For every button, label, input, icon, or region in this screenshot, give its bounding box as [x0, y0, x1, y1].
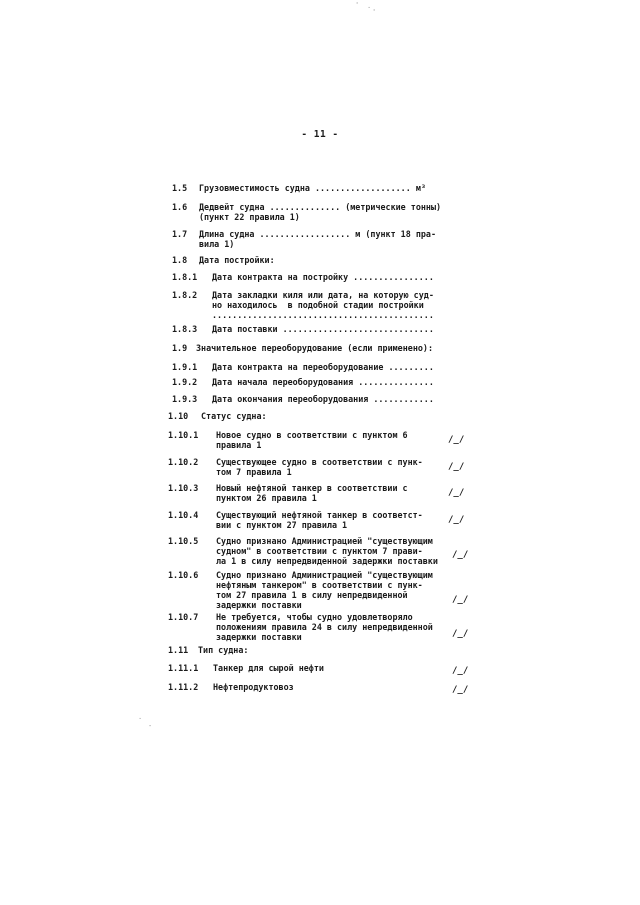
- checkbox-bracket-icon[interactable]: /_/: [448, 488, 465, 498]
- scan-speck: ': [372, 8, 377, 16]
- item-text: Новый нефтяной танкер в соответствии с пунктом 26 правила 1: [216, 483, 408, 503]
- item-text: Дата начала переоборудования ...............: [212, 377, 434, 387]
- item-text: Существующее судно в соответствии с пунк- том 7 правила 1: [216, 457, 423, 477]
- item-text: Дата постройки:: [199, 255, 275, 265]
- item-number: 1.5: [172, 183, 188, 193]
- item-number: 1.6: [172, 202, 188, 212]
- item-text: Дата контракта на постройку ................: [212, 272, 434, 282]
- item-text: Новое судно в соответствии с пунктом 6 правила 1: [216, 430, 408, 450]
- item-number: 1.9: [172, 343, 188, 353]
- checkbox-bracket-icon[interactable]: /_/: [452, 629, 469, 639]
- item-text: Существующий нефтяной танкер в соответст- вии с пунктом 27 правила 1: [216, 510, 423, 530]
- item-text: Дедвейт судна .............. (метрические тонны) (пункт 22 правила 1): [199, 202, 442, 222]
- item-text: Не требуется, чтобы судно удовлетворяло положениям правила 24 в силу непредвиденной задержки поставки: [216, 612, 433, 642]
- item-text: Нефтепродуктовоз: [213, 682, 294, 692]
- item-number: 1.8.1: [172, 272, 198, 282]
- scan-speck: ': [355, 1, 360, 9]
- checkbox-bracket-icon[interactable]: /_/: [452, 685, 469, 695]
- item-text: Дата окончания переоборудования ............: [212, 394, 434, 404]
- item-number: 1.11.1: [168, 663, 199, 673]
- checkbox-bracket-icon[interactable]: /_/: [448, 435, 465, 445]
- item-text: Тип судна:: [198, 645, 249, 655]
- scan-speck: -: [148, 722, 153, 730]
- checkbox-bracket-icon[interactable]: /_/: [452, 666, 469, 676]
- checkbox-bracket-icon[interactable]: /_/: [448, 515, 465, 525]
- item-number: 1.10.6: [168, 570, 199, 580]
- item-number: 1.11.2: [168, 682, 199, 692]
- item-number: 1.10.1: [168, 430, 199, 440]
- item-text: Судно признано Администрацией "существующим нефтяным танкером" в соответствии с пунк- том 27 правила 1 в силу непредвиденной задержки поставки: [216, 570, 433, 610]
- checkbox-bracket-icon[interactable]: /_/: [448, 462, 465, 472]
- page-number: - 11 -: [301, 129, 339, 140]
- item-number: 1.10.7: [168, 612, 199, 622]
- item-number: 1.10: [168, 411, 189, 421]
- item-number: 1.9.3: [172, 394, 198, 404]
- item-number: 1.10.2: [168, 457, 199, 467]
- scan-speck: ·: [138, 715, 143, 723]
- item-text: Танкер для сырой нефти: [213, 663, 324, 673]
- item-text: Грузовместимость судна ................... м³: [199, 183, 426, 193]
- item-number: 1.10.4: [168, 510, 199, 520]
- checkbox-bracket-icon[interactable]: /_/: [452, 550, 469, 560]
- scan-speck: ·: [367, 4, 372, 12]
- checkbox-bracket-icon[interactable]: /_/: [452, 595, 469, 605]
- item-text: Судно признано Администрацией "существующим судном" в соответствии с пунктом 7 прави- ла 1 в силу непредвиденной задержки поставки: [216, 536, 438, 566]
- item-text: Длина судна .................. м (пункт 18 пра- вила 1): [199, 229, 436, 249]
- item-number: 1.11: [168, 645, 189, 655]
- item-text: Значительное переоборудование (если применено):: [196, 343, 433, 353]
- item-number: 1.8.2: [172, 290, 198, 300]
- item-text: Дата закладки киля или дата, на которую суд- но находилось в подобной стадии постройки ............................................: [212, 290, 434, 320]
- item-number: 1.10.5: [168, 536, 199, 546]
- item-text: Статус судна:: [201, 411, 267, 421]
- item-number: 1.9.1: [172, 362, 198, 372]
- item-number: 1.8: [172, 255, 188, 265]
- item-number: 1.8.3: [172, 324, 198, 334]
- item-number: 1.9.2: [172, 377, 198, 387]
- item-text: Дата контракта на переоборудование .........: [212, 362, 434, 372]
- item-number: 1.7: [172, 229, 188, 239]
- item-text: Дата поставки ..............................: [212, 324, 434, 334]
- item-number: 1.10.3: [168, 483, 199, 493]
